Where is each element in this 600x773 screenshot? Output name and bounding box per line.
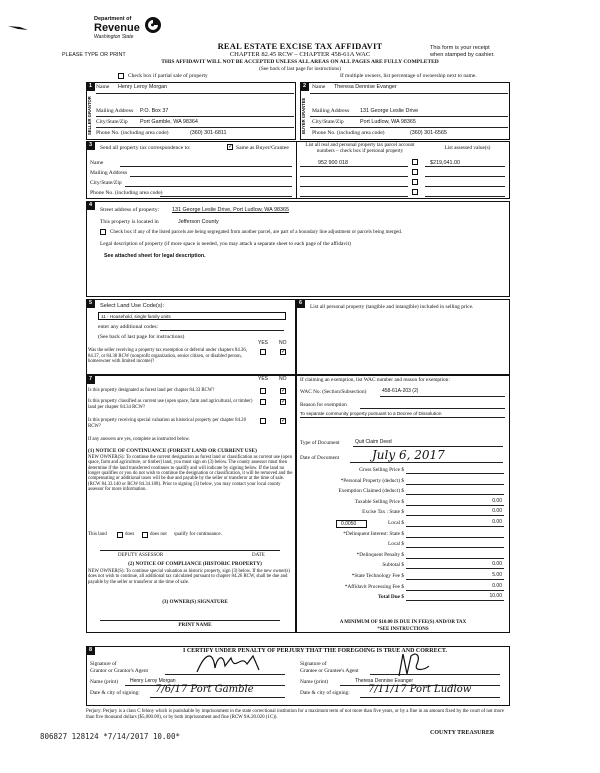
land-does-not-checkbox[interactable] [142,532,148,538]
notice-continuance-title: (1) NOTICE OF CONTINUANCE (FOREST LAND OR CURRENT USE) [88,448,257,454]
print-name-label: PRINT NAME [178,622,212,628]
land-use-code-field[interactable] [98,312,286,320]
certify-section-number: 8 [86,646,95,655]
buyer-name-label: Name [312,84,326,90]
legal-description-label: Legal description of property (if more space is needed, you may attach a separate sheet to each page of the affidavit) [100,241,351,247]
grantee-date-value[interactable]: 7/11/17 Port Ludlow [368,684,472,695]
owner-signature-label: (3) OWNER(S) SIGNATURE [162,599,228,605]
segregated-checkbox[interactable] [100,229,106,235]
receipt-note-2: when stamped by cashier. [430,52,495,58]
street-label: Street address of property: [100,207,160,213]
buyer-side-label: BUYER GRANTEE [301,97,306,135]
partial-sale-label: Check box if partial sale of property [128,73,208,79]
tax-row-line [406,505,504,506]
personal-property-section-number: 6 [296,299,305,308]
forest-q3-yes[interactable] [260,418,266,424]
doc-type-value[interactable]: Quit Claim Deed [355,439,392,445]
certify-statement: I CERTIFY UNDER PENALTY OF PERJURY THAT THE FOREGOING IS TRUE AND CORRECT. [182,648,447,654]
personal-property-checkbox-1[interactable] [412,159,418,165]
tax-row-label: Exemption Claimed (deduct) $ [338,488,404,495]
tax-row-line [406,590,504,591]
forest-if-yes: If any answers are yes, complete as instructed below. [88,437,190,442]
forest-q2-yes[interactable] [260,399,266,405]
seller-phone-label: Phone No. (including area code) [96,130,169,136]
grantee-date-label: Date & city of signing: [300,690,350,696]
grantor-date-value[interactable]: 7/6/17 Port Gamble [155,684,254,695]
tax-row-value[interactable]: 5.00 [492,572,502,578]
tax-row-line [406,473,504,474]
grantee-signature-scribble-icon [395,650,435,678]
dept-line3: Washington State [94,34,134,40]
property-section [86,201,510,297]
wac-value[interactable]: 458-61A-203 (2) [382,388,419,394]
personal-property-checkbox-4[interactable] [412,189,418,195]
this-land-label: This land [88,532,107,537]
tax-row-value[interactable]: 0.00 [492,497,502,504]
grantor-sig-label-1: Signature of [90,661,117,667]
perjury-statement: Perjury: Perjury is a class C felony which is punishable by imprisonment in the state correctional institution for a maximum term of not more than five years, or by a fine in an amount fixed by the court of not more than five thousand dollars ($5,000.00), or by both imprisonment and fine (RCW 9A.20.020 (1C)). [86,709,504,720]
additional-codes-label: enter any additional codes: [98,324,159,330]
send-correspondence-label: Send all property tax correspondence to: [100,145,191,151]
exemption-question: Was the seller receiving a property tax exemption or deferral under chapters 84.36, 84.37, or 84.38 RCW (nonprofit organization, senior citizen, or disabled person, homeowner with limited income)? [88,348,247,365]
reason-value[interactable]: To separate community property pursuant to a Decree of Dissolution [300,411,442,416]
deputy-date-label: DATE [252,553,265,558]
tax-row-label: Gross Selling Price $ [359,467,404,473]
forest-q3-no[interactable]: ✓ [281,418,287,424]
deputy-assessor-label: DEPUTY ASSESSOR [118,553,164,558]
forest-no-header: NO [279,376,287,382]
corr-city-label: City/State/Zip [90,180,122,186]
tax-row-line [406,484,504,485]
forest-question-3: Is this property receiving special valuation as historical property per chapter 84.26 RCW? [88,418,246,429]
seller-section-number: 1 [86,82,95,91]
grantee-print-label: Name (print) [300,679,328,685]
buyer-city-value[interactable]: Port Ludlow, WA 98365 [360,119,416,125]
tax-row-label: *State Technology Fee $ [351,573,404,579]
print-note: PLEASE TYPE OR PRINT [62,52,126,58]
notice-compliance-text: NEW OWNER(S): To continue special valuation as historic property, sign (3) below. If the new owner(s) does not wish to continue, all additional tax calculated pursuant to chapter 84.26 RCW, shall be due and payable by the seller or transferor at the time of sale. [88,569,291,585]
receipt-note-1: This form is your receipt [430,45,490,51]
county-value[interactable]: Jefferson County [178,219,219,225]
grantee-print-value[interactable]: Theresa Dennise Evanger [355,678,414,684]
personal-property-checkbox-3[interactable] [412,179,418,185]
tax-row-label: Taxable Selling Price $ [354,498,404,505]
tax-row-value[interactable]: 0.00 [492,561,502,568]
tax-row-line [406,558,504,559]
qualify-label: qualify for continuance. [174,532,222,537]
tax-row-label: Local $ [387,541,404,548]
seller-name-label: Name [96,84,110,90]
buyer-name-value[interactable]: Theresa Dennise Evanger [334,84,397,90]
personal-property-text: List all personal property (tangible and intangible) included in selling price. [310,304,474,310]
land-does-not-label: does not [150,532,167,537]
doc-date-value[interactable]: July 6, 2017 [372,448,445,462]
seller-city-label: City/State/Zip [96,119,128,125]
parcel-number[interactable]: 952 900 018 [318,160,348,166]
forest-section [86,375,296,633]
same-as-buyer-checkbox[interactable]: ✓ [228,144,234,150]
doc-date-label: Date of Document [300,455,340,461]
dept-line1: Department of [94,16,132,22]
forest-yes-header: YES [258,376,269,382]
scan-mark [8,24,28,30]
forest-question-1: Is this property designated as forest land per chapter 84.33 RCW? [88,388,215,393]
tax-row-value[interactable]: 0.00 [492,519,502,525]
land-use-code-value: 11 - Household, single family units [101,314,171,319]
tax-row-label: Subtotal $ [382,562,404,569]
revenue-swirl-icon [144,16,162,34]
buyer-section-number: 2 [300,82,309,91]
forest-section-number: 7 [86,375,95,384]
personal-property-checkbox-2[interactable] [412,169,418,175]
notice-continuance-text: NEW OWNER(S): To continue the current designation as forest land or classification as current use (open space, farm and agriculture, or timber) land, you must sign on (3) below. The county assessor must then determine if the land transferred continues to qualify and will indicate by signing below. If the land no longer qualifies or you do not wish to continue the designation or classification, it will be removed and the compensating or additional taxes will be due and payable by the seller or transferor at the time of sale. (RCW 84.33.140 or RCW 84.34.108). Prior to signing (3) below, you may contact your local county assessor for more information. [88,455,293,493]
land-does-label: does [125,532,135,537]
land-does-checkbox[interactable] [117,532,123,538]
tax-row-line [406,515,504,516]
grantor-date-label: Date & city of signing: [90,690,140,696]
seller-phone-value[interactable]: (360) 301-6811 [190,130,227,136]
land-use-select-label: Select Land Use Code(s): [100,303,165,309]
property-section-number: 4 [86,201,95,210]
assessed-value[interactable]: $219,041.00 [430,160,460,166]
buyer-address-label: Mailing Address [312,108,350,114]
grantee-sig-label-1: Signature of [300,661,327,667]
seller-address-label: Mailing Address [96,108,134,114]
see-back-note: (See back of last page for instructions) [259,66,341,72]
tax-row-value[interactable]: 0.00 [492,508,502,515]
minimum-due-note: A MINIMUM OF $10.00 IS DUE IN FEE(S) AND/OR TAX [339,620,467,625]
grantee-sig-label-2: Grantee or Grantee's Agent [300,668,359,674]
tax-row-label: *Personal Property (deduct) $ [340,477,404,484]
forest-q1-no[interactable]: ✓ [281,388,287,394]
reason-label: Reason for exemption [300,402,347,408]
seller-address-value[interactable]: P.O. Box 37 [140,108,169,114]
tax-row-value[interactable]: 0.00 [492,582,502,589]
seller-city-value[interactable]: Port Gamble, WA 98364 [140,119,198,125]
tax-row-label: *Affidavit Processing Fee $ [344,583,404,590]
tax-row-value[interactable]: 10.00 [489,593,502,600]
local-rate-field[interactable] [336,520,367,528]
see-instructions-note: *SEE INSTRUCTIONS [377,627,429,632]
grantor-print-label: Name (print) [90,679,118,685]
forest-question-2: Is this property classified as current use (open space, farm and agricultural, or timber) land per chapter 84.34 RCW? [88,399,253,410]
buyer-phone-label: Phone No. (including area code) [312,130,385,136]
street-address-value[interactable]: 131 George Leslie Drive, Port Ludlow, WA 98365 [172,207,289,213]
corr-name-label: Name [90,160,104,166]
dept-line2: Revenue [94,22,140,34]
segregated-label: Check box if any of the listed parcels are being segregated from another parcel, are part of a boundary line adjustment or parcels being merged. [110,229,403,235]
tax-row-label: Total Due $ [378,594,404,601]
tax-row-line [406,568,504,569]
forest-q2-no[interactable]: ✓ [281,399,287,405]
local-rate-value: 0.0050 [341,521,357,527]
same-as-buyer-label: Same as Buyer/Grantee [236,145,289,151]
form-title: REAL ESTATE EXCISE TAX AFFIDAVIT [217,41,383,51]
buyer-address-value[interactable]: 131 George Leslie Drive [360,108,419,114]
form-chapter: CHAPTER 82.45 RCW – CHAPTER 458-61A WAC [229,51,371,58]
parcel-header: List all real and personal property tax parcel account numbers – check box if personal property [305,142,415,154]
tax-row-label: *Delinquent Interest: State $ [343,530,404,537]
notice-compliance-title: (2) NOTICE OF COMPLIANCE (HISTORIC PROPERTY) [128,561,262,567]
legal-description-value[interactable]: See attached sheet for legal description. [104,253,206,259]
land-use-see-back: (See back of last page for instructions) [98,334,185,340]
tax-row-line [406,537,504,538]
tax-row-label: Local $ [387,520,404,526]
exempt-yes-checkbox[interactable] [260,349,266,355]
seller-name-value[interactable]: Henry Leroy Morgan [118,84,168,90]
partial-sale-checkbox[interactable] [118,73,124,79]
buyer-phone-value[interactable]: (360) 301-6565 [410,130,447,136]
grantor-sig-label-2: Grantor or Grantor's Agent [90,668,149,674]
grantor-print-value[interactable]: Henry Leroy Morgan [130,678,176,684]
county-treasurer-label: COUNTY TREASURER [430,730,495,736]
tax-row-line [406,579,504,580]
assessed-header: List assessed value(s) [444,145,491,151]
corr-address-label: Mailing Address [90,170,128,176]
tax-row-line [406,526,504,527]
tax-row-label: *Delinquent Penalty $ [356,551,404,558]
form-warning: THIS AFFIDAVIT WILL NOT BE ACCEPTED UNLESS ALL AREAS ON ALL PAGES ARE FULLY COMPLETED [161,59,439,65]
tax-row-label: Excise Tax : State $ [362,509,404,516]
correspondence-section-number: 3 [86,141,95,150]
wac-label: WAC No. (Section/Subsection) [300,389,367,395]
doc-type-label: Type of Document [300,440,340,446]
land-use-no-header: NO [279,340,287,346]
forest-q1-yes[interactable] [260,388,266,394]
grantor-signature-scribble-icon [195,648,270,678]
land-use-section-number: 5 [86,299,95,308]
seller-side-label: SELLER GRANTOR [87,96,92,136]
corr-phone-label: Phone No. (including area code) [90,190,163,196]
claiming-exemption-label: If claiming an exemption, list WAC number and reason for exemption: [300,377,450,383]
tax-row-line [406,494,504,495]
tax-row-line [406,547,504,548]
multiple-owners-note: If multiple owners, list percentage of ownership next to name. [340,73,477,79]
dept-logo [94,14,164,48]
buyer-city-label: City/State/Zip [312,119,344,125]
located-label: This property is located in [100,219,159,225]
tax-row-line [406,600,504,601]
land-use-yes-header: YES [258,340,269,346]
exempt-no-checkbox[interactable]: ✓ [281,349,287,355]
cashier-stamp: 806827 128124 *7/14/2017 10.00* [40,732,180,741]
personal-property-section [296,299,510,375]
